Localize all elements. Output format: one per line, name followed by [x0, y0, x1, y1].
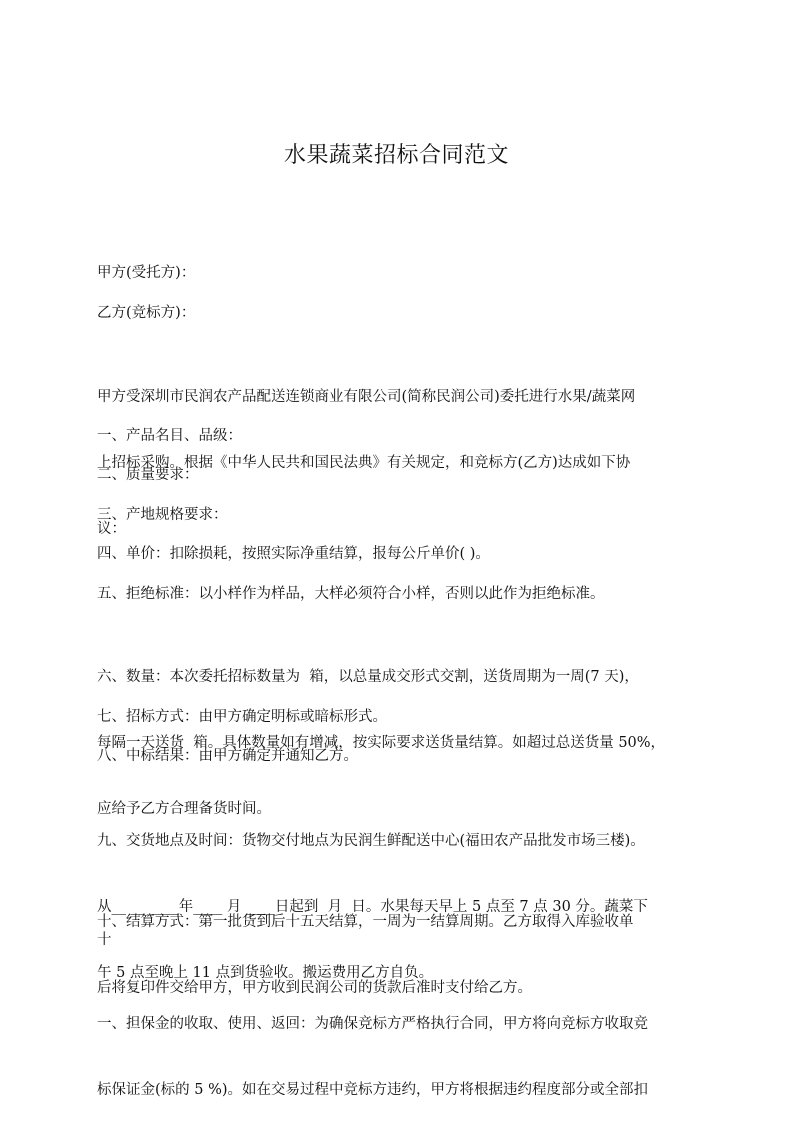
intro-line: 甲方受深圳市民润农产品配送连锁商业有限公司(简称民润公司)委托进行水果/蔬菜网	[97, 389, 636, 405]
document-title: 水果蔬菜招标合同范文	[283, 143, 509, 168]
clause-6-line: 六、数量：本次委托招标数量为 箱，以总量成交形式交割，送货周期为一周(7 天)，	[97, 669, 639, 685]
party-b-line: 乙方(竞标方)：	[97, 305, 196, 321]
clause-11	[97, 969, 707, 1145]
clause-9-line: 从__ __ ____年____ 月 ____日起到 月 日。水果每天早上 5 点至 7 点 30 分。蔬菜下	[97, 899, 648, 915]
clause-6-line: 每隔一天送货 箱。具体数量如有增减，按实际要求送货量结算。如超过总送货量 50%，	[97, 735, 666, 751]
clause-7: 七、招标方式：由甲方确定明标或暗标形式。	[97, 709, 387, 725]
clause-1: 一、产品名目、品级：	[97, 428, 242, 444]
intro-line: 上招标采购。根据《中华人民共和国民法典》有关规定，和竞标方(乙方)达成如下协	[97, 455, 631, 471]
clause-8: 八、中标结果：由甲方确定并通知乙方。	[97, 748, 358, 764]
party-a-line: 甲方(受托方)：	[97, 265, 196, 281]
clause-11-line: 标保证金(标的 5 %)。如在交易过程中竞标方违约，甲方将根据违约程度部分或全部扣	[97, 1082, 649, 1098]
clause-11-heading: 十	[97, 932, 112, 948]
clause-11-line: 一、担保金的收取、使用、返回：为确保竞标方严格执行合同，甲方将向竞标方收取竞	[97, 1016, 648, 1032]
clause-5: 五、拒绝标准：以小样作为样品，大样必须符合小样，否则以此作为拒绝标准。	[97, 586, 605, 602]
clause-9-line: 午 5 点至晚上 11 点到货验收。搬运费用乙方自负。	[97, 965, 434, 981]
clause-10-line: 十、结算方式：第一批货到后十五天结算，一周为一结算周期。乙方取得入库验收单	[97, 914, 634, 930]
clause-10-line: 后将复印件交给甲方，甲方收到民润公司的货款后准时支付给乙方。	[97, 980, 532, 996]
clause-2: 二、质量要求：	[97, 467, 199, 483]
clause-3: 三、产地规格要求：	[97, 507, 228, 523]
clause-6-line: 应给予乙方合理备货时间。	[97, 801, 271, 817]
clause-9-line: 九、交货地点及时间：货物交付地点为民润生鲜配送中心(福田农产品批发市场三楼)。	[97, 833, 645, 849]
intro-line: 议：	[97, 521, 126, 537]
clause-4: 四、单价：扣除损耗，按照实际净重结算，报每公斤单价( )。	[97, 546, 490, 562]
